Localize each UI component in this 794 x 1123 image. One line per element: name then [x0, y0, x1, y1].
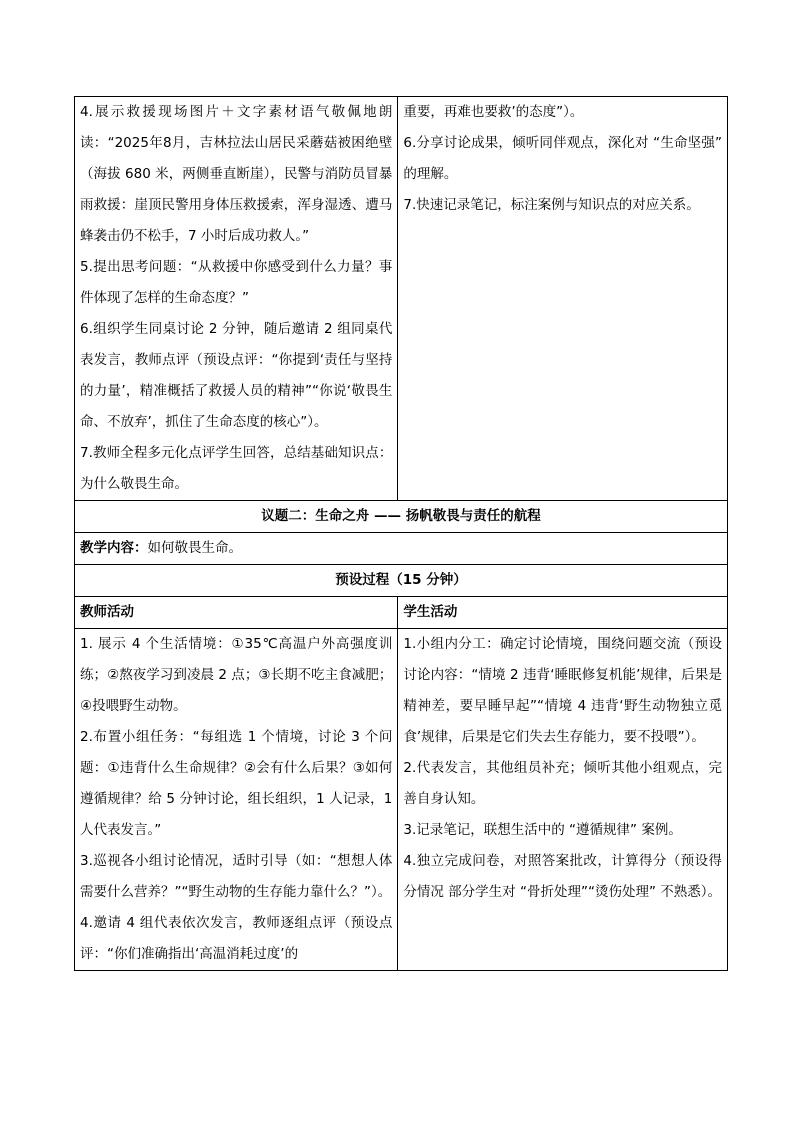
upper-activity-row [75, 97, 728, 501]
upper-teacher-cell [75, 97, 398, 501]
lower-teacher-item: 3.巡视各小组讨论情况，适时引导（如：“想想人体需要什么营养？”“野生动物的生存能力靠什么？”）。 [80, 853, 393, 900]
header-row [75, 597, 728, 629]
content-value: 如何敬畏生命。 [147, 540, 242, 556]
upper-student-item: 6.分享讨论成果，倾听同伴观点，深化对 “生命坚强” 的理解。 [403, 135, 722, 182]
lower-teacher-cell [75, 629, 398, 971]
lower-teacher-item: 1. 展示 4 个生活情境：①35℃高温户外高强度训练；②熬夜学习到凌晨 2 点；③长期不吃主食减肥；④投喂野生动物。 [80, 636, 393, 714]
upper-teacher-item: 6.组织学生同桌讨论 2 分钟，随后邀请 2 组同桌代表发言，教师点评（预设点评：“你提到‘责任与坚持的力量’，精准概括了救援人员的精神”“你说‘敬畏生命、不放弃’，抓住了生命态度的核心”）。 [80, 321, 393, 430]
lower-student-cell [398, 629, 728, 971]
upper-teacher-item: 7.教师全程多元化点评学生回答，总结基础知识点：为什么敬畏生命。 [80, 445, 393, 492]
lesson-plan-table [74, 96, 728, 971]
lower-student-item: 4.独立完成问卷，对照答案批改，计算得分（预设得分情况 部分学生对 “骨折处理”“烫伤处理” 不熟悉）。 [403, 853, 722, 900]
content-label: 教学内容： [80, 540, 148, 556]
teacher-header: 教师活动 [75, 597, 398, 629]
lower-teacher-item: 4.邀请 4 组代表依次发言，教师逐组点评（预设点评：“你们准确指出‘高温消耗过度’的 [80, 915, 393, 962]
student-header: 学生活动 [398, 597, 728, 629]
lower-teacher-item: 2.布置小组任务：“每组选 1 个情境，讨论 3 个问题：①违背什么生命规律？②会有什么后果？③如何遵循规律？给 5 分钟讨论，组长组织，1 人记录，1 人代表发言。” [80, 729, 393, 838]
lower-activity-row [75, 629, 728, 971]
upper-teacher-item: 4.展示救援现场图片＋文字素材语气敬佩地朗读：“2025年8月，吉林拉法山居民采蘑菇被困绝壁（海拔 680 米，两侧垂直断崖），民警与消防员冒暴雨救援：崖顶民警用身体压救援索，浑身湿透、遭马蜂袭击仍不松手，7 小时后成功救人。” [80, 104, 393, 244]
upper-student-cell [398, 97, 728, 501]
upper-student-item: 7.快速记录笔记，标注案例与知识点的对应关系。 [403, 197, 700, 213]
teaching-content [75, 533, 728, 565]
upper-student-item: 重要，再难也要救’的态度”）。 [403, 104, 584, 120]
lower-student-item: 1.小组内分工：确定讨论情境，围绕问题交流（预设讨论内容：“情境 2 违背‘睡眠修复机能’规律，后果是精神差，要早睡早起”“情境 4 违背‘野生动物独立觅食’规律，后果是它们失去生存能力，要不投喂”）。 [403, 636, 722, 745]
topic-row [75, 501, 728, 533]
process-row [75, 565, 728, 597]
content-row [75, 533, 728, 565]
lower-student-item: 3.记录笔记，联想生活中的 “遵循规律” 案例。 [403, 822, 682, 838]
process-heading: 预设过程（15 分钟） [75, 565, 728, 597]
lower-student-item: 2.代表发言，其他组员补充；倾听其他小组观点，完善自身认知。 [403, 760, 722, 807]
upper-teacher-item: 5.提出思考问题：“从救援中你感受到什么力量？事件体现了怎样的生命态度？” [80, 259, 393, 306]
topic-heading: 议题二：生命之舟 —— 扬帆敬畏与责任的航程 [75, 501, 728, 533]
